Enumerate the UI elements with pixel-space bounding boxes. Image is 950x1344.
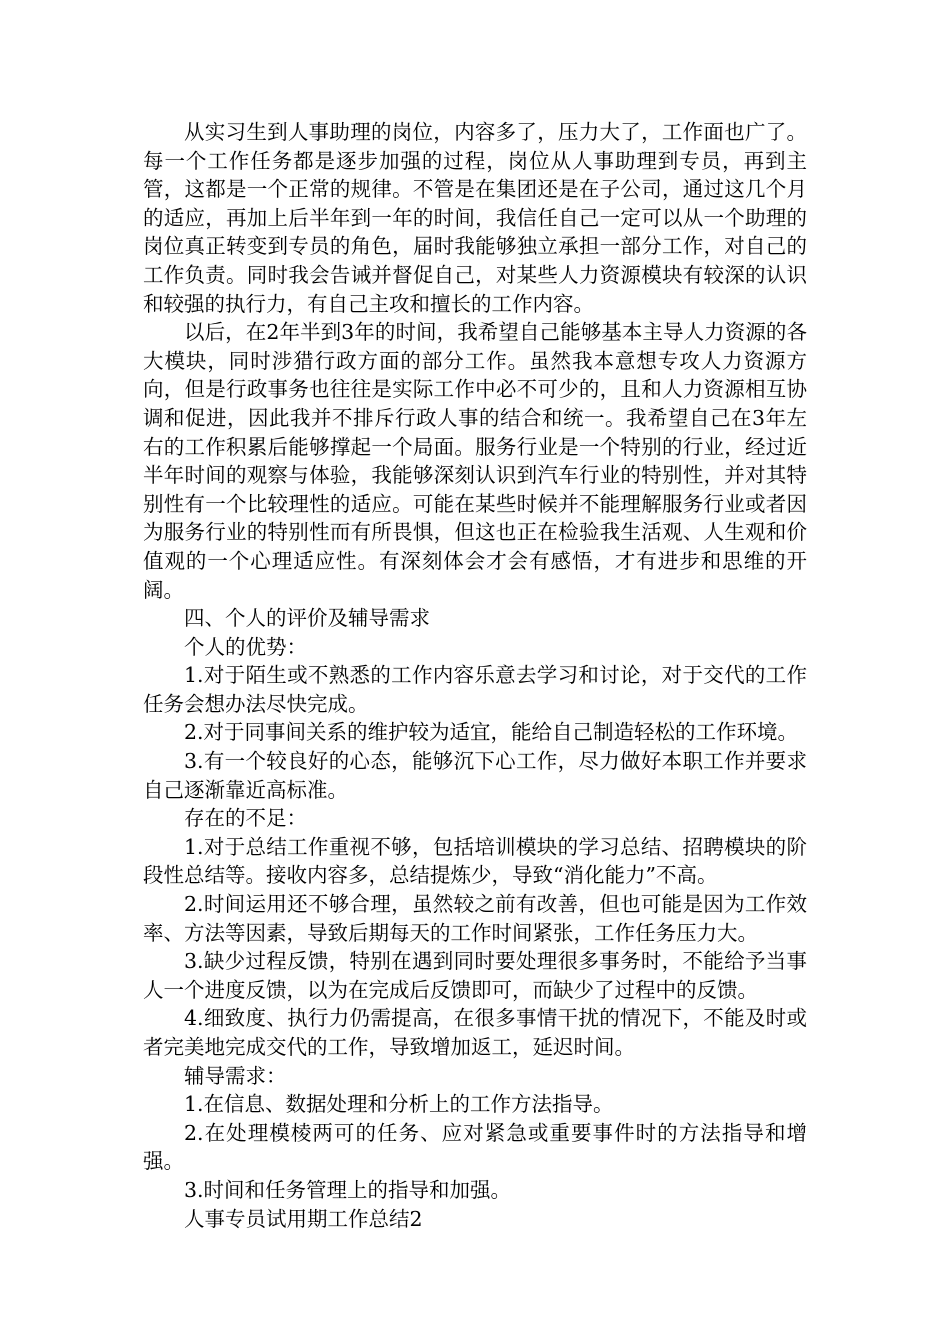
list-item-need-2: 2.在处理模棱两可的任务、应对紧急或重要事件时的方法指导和增强。 (143, 1120, 807, 1174)
document-body (143, 118, 807, 1233)
list-item-weakness-4: 4.细致度、执行力仍需提高，在很多事情干扰的情况下，不能及时或者完美地完成交代的工作，导致增加返工，延迟时间。 (143, 1006, 807, 1059)
paragraph-future-plan: 以后，在2年半到3年的时间，我希望自己能够基本主导人力资源的各大模块，同时涉猎行政方面的部分工作。虽然我本意想专攻人力资源方向，但是行政事务也往往是实际工作中必不可少的，且和人力资源相互协调和促进，因此我并不排斥行政人事的结合和统一。我希望自己在3年左右的工作积累后能够撑起一个局面。服务行业是一个特别的行业，经过近半年时间的观察与体验，我能够深刻认识到汽车行业的特别性，并对其特别性有一个比较理性的适应。可能在某些时候并不能理解服务行业或者因为服务行业的特别性而有所畏惧，但这也正在检验我生活观、人生观和价值观的一个心理适应性。有深刻体会才会有感悟，才有进步和思维的开阔。 (143, 320, 807, 602)
list-item-strength-2: 2.对于同事间关系的维护较为适宜，能给自己制造轻松的工作环境。 (184, 720, 799, 745)
section-heading-self-evaluation: 四、个人的评价及辅导需求 (184, 606, 430, 631)
list-item-need-1: 1.在信息、数据处理和分析上的工作方法指导。 (184, 1092, 614, 1117)
next-section-title: 人事专员试用期工作总结2 (184, 1206, 423, 1231)
subheading-coaching-needs: 辅导需求： (184, 1063, 287, 1088)
list-item-weakness-2: 2.时间运用还不够合理，虽然较之前有改善，但也可能是因为工作效率、方法等因素，导致后期每天的工作时间紧张，工作任务压力大。 (143, 892, 807, 945)
list-item-weakness-3: 3.缺少过程反馈，特别在遇到同时要处理很多事务时，不能给予当事人一个进度反馈，以为在完成后反馈即可，而缺少了过程中的反馈。 (143, 949, 807, 1002)
paragraph-career-transition: 从实习生到人事助理的岗位，内容多了，压力大了，工作面也广了。每一个工作任务都是逐步加强的过程，岗位从人事助理到专员，再到主管，这都是一个正常的规律。不管是在集团还是在子公司，通过这几个月的适应，再加上后半年到一年的时间，我信任自己一定可以从一个助理的岗位真正转变到专员的角色，届时我能够独立承担一部分工作，对自己的工作负责。同时我会告诫并督促自己，对某些人力资源模块有较深的认识和较强的执行力，有自己主攻和擅长的工作内容。 (143, 120, 807, 316)
subheading-weaknesses: 存在的不足： (184, 806, 307, 831)
subheading-strengths: 个人的优势： (184, 634, 307, 659)
list-item-weakness-1: 1.对于总结工作重视不够，包括培训模块的学习总结、招聘模块的阶段性总结等。接收内容多，总结提炼少，导致“消化能力”不高。 (143, 834, 807, 888)
list-item-strength-1: 1.对于陌生或不熟悉的工作内容乐意去学习和讨论，对于交代的工作任务会想办法尽快完成。 (143, 663, 807, 716)
list-item-need-3: 3.时间和任务管理上的指导和加强。 (184, 1177, 512, 1202)
list-item-strength-3: 3.有一个较良好的心态，能够沉下心工作，尽力做好本职工作并要求自己逐渐靠近高标准。 (143, 749, 807, 802)
